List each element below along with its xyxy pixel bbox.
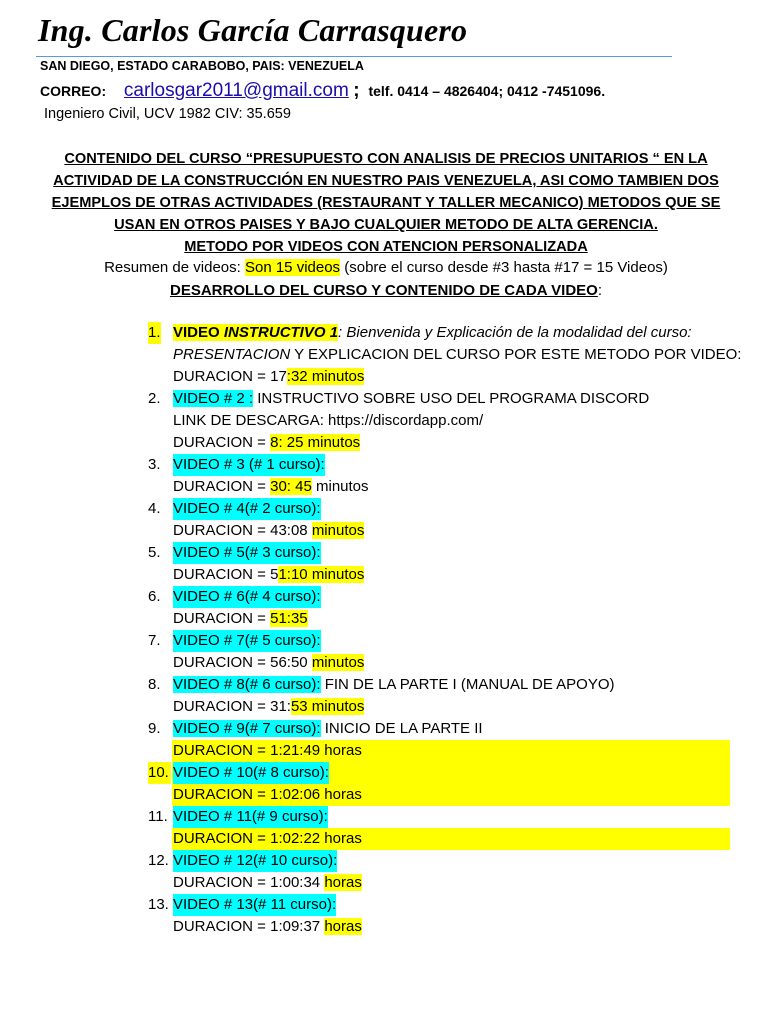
list-item bbox=[0, 586, 768, 608]
item-number: 5. bbox=[148, 544, 161, 561]
video-label: VIDEO # 13(# 11 curso): bbox=[173, 894, 336, 916]
duration-highlight: 8: 25 minutos bbox=[270, 434, 361, 451]
presentation-word: PRESENTACION bbox=[173, 346, 291, 363]
list-item bbox=[0, 630, 768, 652]
video-description: INSTRUCTIVO SOBRE USO DEL PROGRAMA DISCORD bbox=[253, 390, 650, 407]
development-title-text: DESARROLLO DEL CURSO Y CONTENIDO DE CADA VIDEO bbox=[170, 282, 598, 299]
duration-text: DURACION = bbox=[173, 434, 271, 451]
video-description: Bienvenida y Explicación de la modalidad del curso: bbox=[342, 324, 692, 341]
list-item-line bbox=[0, 344, 768, 366]
list-item bbox=[0, 894, 768, 916]
development-title bbox=[40, 282, 732, 299]
duration-highlight: 1:10 minutos bbox=[278, 566, 365, 583]
contact-separator: ; bbox=[353, 80, 360, 101]
development-colon: : bbox=[597, 282, 602, 299]
course-heading-line-4: USAN EN OTROS PAISES Y BAJO CUALQUIER METODO DE ALTA GERENCIA. bbox=[114, 217, 658, 233]
duration-line bbox=[0, 696, 768, 718]
duration-line bbox=[0, 520, 768, 542]
duration-text: DURACION = 5 bbox=[173, 566, 279, 583]
summary-prefix: Resumen de videos: bbox=[104, 259, 245, 276]
video-label: VIDEO # 6(# 4 curso): bbox=[173, 586, 321, 608]
item-number: 6. bbox=[148, 588, 161, 605]
video-description: INICIO DE LA PARTE II bbox=[320, 720, 483, 737]
item-title bbox=[173, 674, 615, 696]
contact-line bbox=[40, 80, 605, 102]
duration-line bbox=[0, 872, 768, 894]
video-description: FIN DE LA PARTE I (MANUAL DE APOYO) bbox=[320, 676, 615, 693]
course-heading-line-3: EJEMPLOS DE OTRAS ACTIVIDADES (RESTAURANT Y TALLER MECANICO) METODOS QUE SE bbox=[51, 195, 721, 211]
video-label: VIDEO bbox=[173, 324, 224, 341]
summary-suffix: (sobre el curso desde #3 hasta #17 = 15 Videos) bbox=[340, 259, 668, 276]
duration-text: DURACION = 1:00:34 bbox=[173, 874, 325, 891]
duration-line bbox=[0, 366, 768, 388]
course-method-line: METODO POR VIDEOS CON ATENCION PERSONALIZADA bbox=[184, 239, 588, 255]
duration-line bbox=[0, 564, 768, 586]
video-duration: DURACION = 1:02:06 horas bbox=[173, 786, 362, 803]
video-duration bbox=[173, 652, 364, 674]
duration-line bbox=[172, 784, 730, 806]
video-duration: DURACION = 1:02:22 horas bbox=[173, 830, 362, 847]
list-item bbox=[0, 388, 768, 410]
title-rule bbox=[36, 56, 672, 57]
duration-line bbox=[172, 828, 730, 850]
video-duration bbox=[173, 696, 364, 718]
duration-line bbox=[0, 916, 768, 938]
video-label: VIDEO # 7(# 5 curso): bbox=[173, 630, 321, 652]
phone-numbers: telf. 0414 – 4826404; 0412 -7451096. bbox=[368, 83, 606, 99]
item-number: 10. bbox=[148, 762, 171, 784]
video-duration bbox=[173, 476, 369, 498]
item-title bbox=[173, 718, 483, 740]
duration-highlight: minutos bbox=[311, 522, 365, 539]
video-duration bbox=[173, 366, 364, 388]
item-number: 4. bbox=[148, 500, 161, 517]
item-number: 8. bbox=[148, 676, 161, 693]
item-title bbox=[173, 388, 649, 410]
author-profession: Ingeniero Civil, UCV 1982 CIV: 35.659 bbox=[44, 106, 291, 122]
video-duration bbox=[173, 432, 360, 454]
duration-line bbox=[0, 608, 768, 630]
video-label: VIDEO # 2 : bbox=[173, 390, 254, 407]
video-duration bbox=[173, 564, 364, 586]
list-item bbox=[0, 542, 768, 564]
video-label: VIDEO # 9(# 7 curso): bbox=[173, 720, 321, 737]
duration-line bbox=[0, 476, 768, 498]
item-number: 2. bbox=[148, 390, 161, 407]
list-item bbox=[0, 762, 768, 784]
video-label: VIDEO # 8(# 6 curso): bbox=[173, 676, 321, 693]
download-link-text: LINK DE DESCARGA: https://discordapp.com/ bbox=[173, 412, 484, 429]
item-detail bbox=[173, 344, 741, 366]
item-title bbox=[173, 322, 692, 344]
video-label: VIDEO # 10(# 8 curso): bbox=[173, 762, 329, 784]
duration-highlight: 30: 45 bbox=[270, 478, 312, 495]
video-duration bbox=[173, 872, 362, 894]
video-duration bbox=[173, 608, 308, 630]
list-item bbox=[0, 322, 768, 344]
list-item bbox=[0, 454, 768, 476]
list-item bbox=[0, 806, 768, 828]
list-item bbox=[0, 718, 768, 740]
duration-text: DURACION = 31: bbox=[173, 698, 291, 715]
duration-highlight: horas bbox=[324, 918, 362, 935]
duration-text: DURACION = 1:09:37 bbox=[173, 918, 325, 935]
video-label: VIDEO # 12(# 10 curso): bbox=[173, 850, 337, 872]
duration-highlight: 51:35 bbox=[270, 610, 308, 627]
course-heading-line-1: CONTENIDO DEL CURSO “PRESUPUESTO CON ANALISIS DE PRECIOS UNITARIOS “ EN LA bbox=[64, 151, 708, 167]
item-number: 11. bbox=[148, 808, 168, 825]
duration-line bbox=[0, 432, 768, 454]
summary-count: Son 15 videos bbox=[244, 259, 341, 276]
item-number: 9. bbox=[148, 720, 161, 737]
duration-highlight: :32 minutos bbox=[286, 368, 365, 385]
item-number: 12. bbox=[148, 852, 169, 869]
duration-text: DURACION = bbox=[173, 478, 271, 495]
duration-line bbox=[0, 652, 768, 674]
email-link[interactable]: carlosgar2011@gmail.com bbox=[123, 80, 349, 101]
list-item bbox=[0, 674, 768, 696]
item-number: 3. bbox=[148, 456, 161, 473]
video-label: VIDEO # 11(# 9 curso): bbox=[173, 806, 328, 828]
email-label: CORREO: bbox=[40, 83, 107, 99]
list-item bbox=[0, 850, 768, 872]
video-label-colon: : bbox=[338, 324, 343, 341]
list-item-line bbox=[0, 410, 768, 432]
video-duration: DURACION = 1:21:49 horas bbox=[173, 742, 362, 759]
item-number: 7. bbox=[148, 632, 161, 649]
duration-highlight: 53 minutos bbox=[290, 698, 365, 715]
video-label: VIDEO # 3 (# 1 curso): bbox=[173, 454, 325, 476]
item-number: 13. bbox=[148, 896, 169, 913]
list-item bbox=[0, 498, 768, 520]
presentation-text: Y EXPLICACION DEL CURSO POR ESTE METODO POR VIDEO: bbox=[290, 346, 742, 363]
duration-unit: minutos bbox=[311, 478, 369, 495]
item-number: 1. bbox=[148, 322, 161, 344]
author-name: Ing. Carlos García Carrasquero bbox=[38, 12, 468, 48]
duration-text: DURACION = 43:08 bbox=[173, 522, 312, 539]
video-duration bbox=[173, 916, 362, 938]
video-summary bbox=[40, 259, 732, 276]
duration-highlight: horas bbox=[324, 874, 362, 891]
duration-text: DURACION = bbox=[173, 610, 271, 627]
author-location: SAN DIEGO, ESTADO CARABOBO, PAIS: VENEZUELA bbox=[40, 59, 364, 73]
video-label: VIDEO # 5(# 3 curso): bbox=[173, 542, 321, 564]
duration-text: DURACION = 17 bbox=[173, 368, 287, 385]
duration-text: DURACION = 56:50 bbox=[173, 654, 312, 671]
duration-line bbox=[172, 740, 730, 762]
video-label-italic: INSTRUCTIVO 1 bbox=[223, 324, 339, 341]
video-duration bbox=[173, 520, 364, 542]
duration-highlight: minutos bbox=[311, 654, 365, 671]
video-label: VIDEO # 4(# 2 curso): bbox=[173, 498, 321, 520]
course-heading-line-2: ACTIVIDAD DE LA CONSTRUCCIÓN EN NUESTRO PAIS VENEZUELA, ASI COMO TAMBIEN DOS bbox=[53, 173, 719, 189]
